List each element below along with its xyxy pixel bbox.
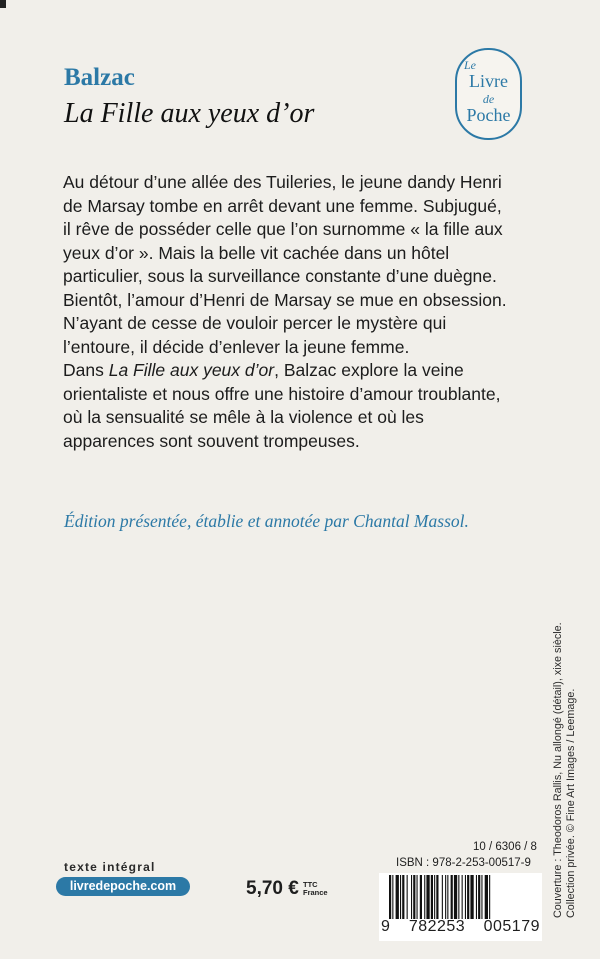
- cover-credit-line-1: Couverture : Theodoros Rallis, Nu allongé (détail), xixe siècle.: [552, 622, 564, 918]
- texte-integral-label: texte intégral: [64, 860, 156, 874]
- cover-credit-line-2: Collection privée. © Fine Art Images / Leemage.: [565, 688, 577, 918]
- author-name: Balzac: [64, 64, 135, 91]
- barcode-bars: [387, 875, 534, 919]
- book-blurb: [63, 171, 513, 453]
- corner-mark: [0, 0, 6, 8]
- book-title: La Fille aux yeux d’or: [64, 98, 315, 129]
- reference-number: 10 / 6306 / 8: [473, 841, 537, 853]
- blurb-paragraph-1: Au détour d’une allée des Tuileries, le jeune dandy Henri de Marsay tombe en arrêt devant une femme. Subjugué, il rêve de posséder celle que l’on surnomme « la fille aux yeux d’or ». Mais la belle vit cachée dans un hôtel particulier, sous la surveillance constante d’une duègne. Bientôt, l’amour d’Henri de Marsay se mue en obsession. N’ayant de cesse de vouloir percer le mystère qui l’entoure, il décide d’enlever la jeune femme.: [63, 172, 507, 357]
- price: 5,70 €: [246, 878, 299, 899]
- blurb-paragraph-2: Dans La Fille aux yeux d’or, Balzac explore la veine orientaliste et nous offre une histoire d’amour troublante, où la sensualité se mêle à la violence et où les apparences sont souvent trompeuses.: [63, 360, 501, 451]
- price-note: TTC France: [303, 880, 328, 897]
- barcode-digits: 9 782253 005179: [381, 918, 540, 935]
- blurb-title-italic: La Fille aux yeux d’or: [108, 360, 275, 380]
- barcode: [379, 873, 542, 941]
- website-badge[interactable]: livredepoche.com: [56, 877, 190, 896]
- livre-de-poche-logo: Le Livre de Poche: [455, 48, 522, 140]
- cover-credit: [552, 618, 592, 918]
- isbn: ISBN : 978-2-253-00517-9: [396, 857, 531, 869]
- edition-note: Édition présentée, établie et annotée par Chantal Massol.: [64, 511, 469, 531]
